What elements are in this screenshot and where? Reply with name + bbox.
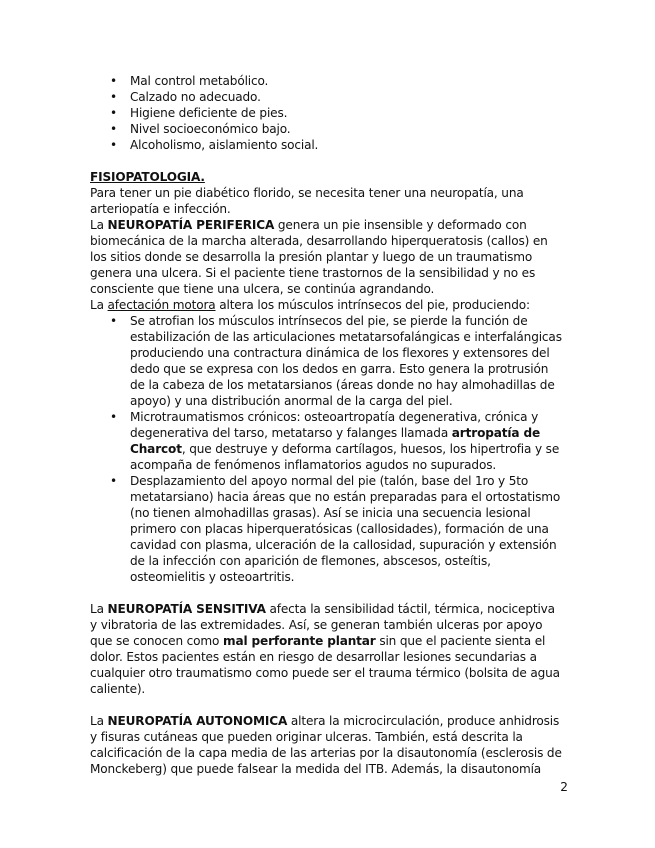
mal-perforante-term: mal perforante plantar xyxy=(223,634,376,648)
list-item: • Calzado no adecuado. xyxy=(90,89,565,105)
periferica-term: NEUROPATÍA PERIFERICA xyxy=(107,218,275,232)
page-number: 2 xyxy=(560,780,568,794)
sensitiva-paragraph: La NEUROPATÍA SENSITIVA afecta la sensibilidad táctil, térmica, nociceptiva y vibratoria de las extremidades. Así, se generan también ulceras por apoyo que se conocen como mal perforante plantar sin que el paciente sienta el dolor. Estos pacientes están en riesgo de desarrollar lesiones secundarias a cualquier otro traumatismo como puede ser el trauma térmico (bolsita de agua caliente). xyxy=(90,602,560,696)
charcot-term: artropatía de Charcot xyxy=(130,426,541,456)
autonomica-paragraph: La NEUROPATÍA AUTONOMICA altera la microcirculación, produce anhidrosis y fisuras cutáneas que pueden originar ulceras. También, está descrita la calcificación de la capa media de las arterias por la disautonomía (esclerosis de Monckeberg) que puede falsear la medida del ITB. Además, la disautonomía xyxy=(90,714,562,776)
list-item: • Desplazamiento del apoyo normal del pie (talón, base del 1ro y 5to metatarsiano) hacia áreas que no están preparadas para el ortostatismo (no tienen almohadillas grasas). Así se inicia una secuencia lesional primero con placas hiperqueratósicas (callosidades), formación de una cavidad con plasma, ulceración de la callosidad, supuración y extensión de la infección con aparición de flemones, abscesos, osteítis, osteomielitis y osteoartritis. xyxy=(90,473,565,585)
periferica-paragraph: La NEUROPATÍA PERIFERICA genera un pie insensible y deformado con biomecánica de la marcha alterada, desarrollando hiperqueratosis (callos) en los sitios donde se desarrolla la presión plantar y luego de un traumatismo genera una ulcera. Si el paciente tiene trastornos de la sensibilidad y no es consciente que tiene una ulcera, se continúa agrandando. xyxy=(90,218,548,296)
autonomica-term: NEUROPATÍA AUTONOMICA xyxy=(107,714,288,728)
list-item: • Alcoholismo, aislamiento social. xyxy=(90,137,565,153)
motor-effects-list xyxy=(90,313,565,585)
risk-factor-list xyxy=(90,73,565,153)
motora-paragraph: La afectación motora altera los músculos intrínsecos del pie, produciendo: xyxy=(90,298,530,312)
page-content xyxy=(90,73,565,777)
intro-paragraph: Para tener un pie diabético florido, se necesita tener una neuropatía, una arteriopatía e infección. xyxy=(90,186,524,216)
section-title: FISIOPATOLOGIA. xyxy=(90,170,205,184)
list-item: • Microtraumatismos crónicos: osteoartropatía degenerativa, crónica y degenerativa del tarso, metatarso y falanges llamada artropatía de Charcot, que destruye y deforma cartílagos, huesos, los hipertrofia y se acompaña de fenómenos inflamatorios agudos no supurados. xyxy=(90,409,565,473)
sensitiva-term: NEUROPATÍA SENSITIVA xyxy=(107,602,266,616)
motora-term: afectación motora xyxy=(107,298,216,312)
list-item: • Higiene deficiente de pies. xyxy=(90,105,565,121)
list-item: • Mal control metabólico. xyxy=(90,73,565,89)
list-item: • Nivel socioeconómico bajo. xyxy=(90,121,565,137)
list-item: • Se atrofian los músculos intrínsecos del pie, se pierde la función de estabilización de las articulaciones metatarsofalángicas e interfalángicas produciendo una contractura dinámica de los flexores y extensores del dedo que se expresa con los dedos en garra. Esto genera la protrusión de la cabeza de los metatarsianos (áreas donde no hay almohadillas de apoyo) y una distribución anormal de la carga del piel. xyxy=(90,313,565,409)
